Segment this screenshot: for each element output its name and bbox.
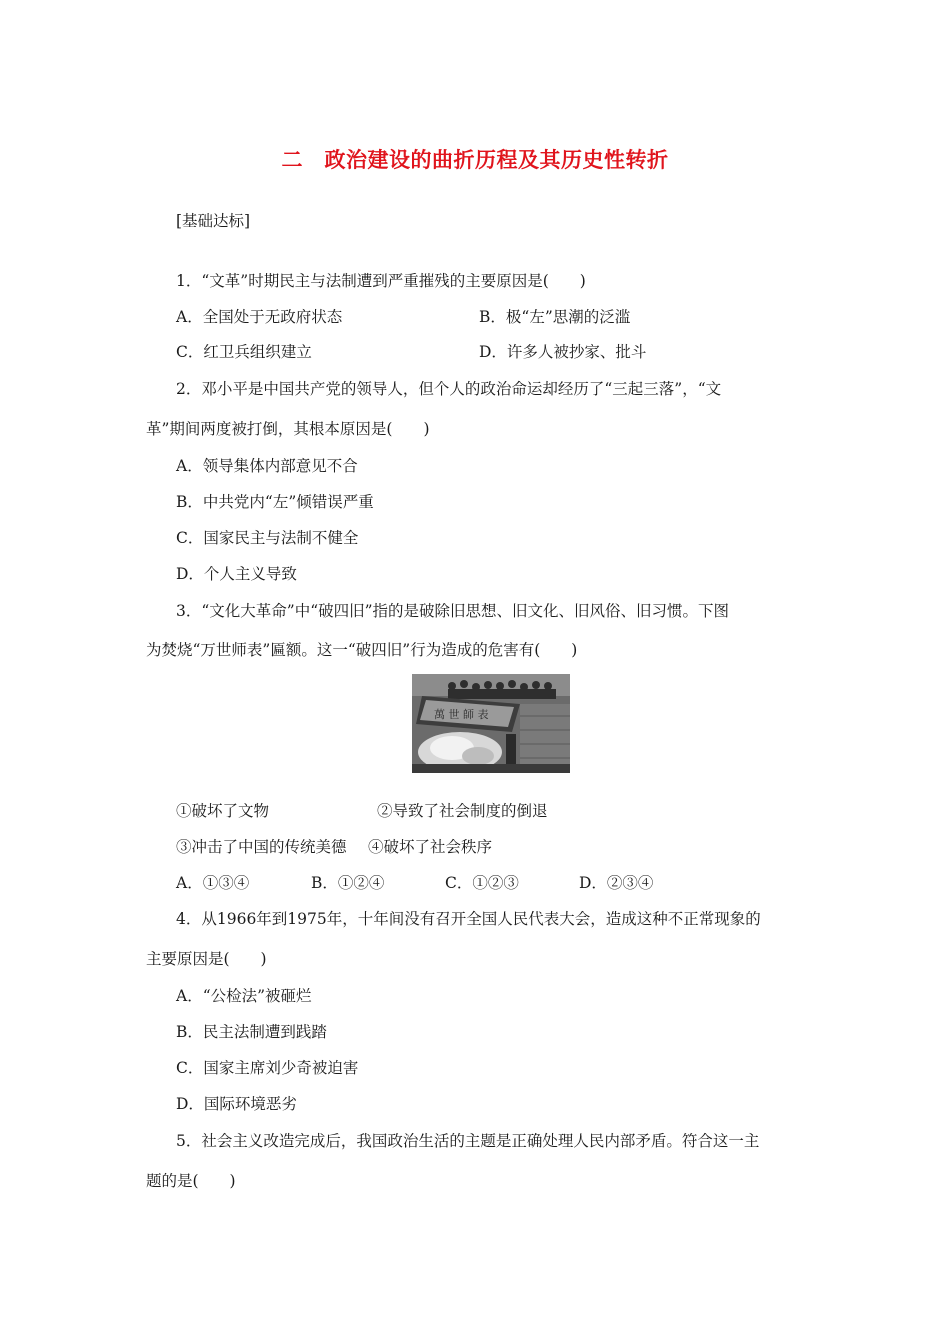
q1-option-d: D．许多人被抄家、批斗 (479, 343, 647, 361)
q2-stem-line1: 2．邓小平是中国共产党的领导人，但个人的政治命运却经历了“三起三落”，“文 (176, 380, 722, 398)
q2-option-a: A．领导集体内部意见不合 (176, 457, 358, 475)
q1-option-a: A．全国处于无政府状态 (176, 308, 343, 326)
q1-option-b: B．极“左”思潮的泛滥 (479, 308, 631, 326)
q2-option-b: B．中共党内“左”倾错误严重 (176, 493, 374, 511)
q1-option-c: C．红卫兵组织建立 (176, 343, 312, 361)
q1-stem: 1．“文革”时期民主与法制遭到严重摧残的主要原因是( ) (176, 272, 586, 290)
q2-option-c: C．国家民主与法制不健全 (176, 529, 359, 547)
q4-option-a: A．“公检法”被砸烂 (176, 987, 312, 1005)
q5-stem-line2: 题的是( ) (146, 1172, 236, 1190)
q4-stem-line2: 主要原因是( ) (146, 950, 267, 968)
q3-item-4: ④破坏了社会秩序 (368, 838, 493, 856)
q3-item-3: ③冲击了中国的传统美德 (176, 838, 347, 856)
q4-stem-line1: 4．从1966年到1975年，十年间没有召开全国人民代表大会，造成这种不正常现象的 (176, 910, 761, 928)
q4-option-d: D．国际环境恶劣 (176, 1095, 297, 1113)
q2-option-d: D．个人主义导致 (176, 565, 297, 583)
q3-option-b: B．①②④ (311, 874, 385, 892)
q3-stem-line2: 为焚烧“万世师表”匾额。这一“破四旧”行为造成的危害有( ) (146, 641, 578, 659)
svg-text:萬 世 師 表: 萬 世 師 表 (434, 708, 489, 721)
q4-option-b: B．民主法制遭到践踏 (176, 1023, 327, 1041)
q3-option-c: C．①②③ (445, 874, 519, 892)
page-title: 二 政治建设的曲折历程及其历史性转折 (281, 148, 669, 172)
q3-item-1: ①破坏了文物 (176, 802, 270, 820)
section-label: [基础达标] (176, 212, 251, 230)
q2-stem-line2: 革”期间两度被打倒，其根本原因是( ) (146, 420, 430, 438)
q3-option-d: D．②③④ (579, 874, 654, 892)
q3-stem-line1: 3．“文化大革命”中“破四旧”指的是破除旧思想、旧文化、旧风俗、旧习惯。下图 (176, 602, 730, 620)
q4-option-c: C．国家主席刘少奇被迫害 (176, 1059, 359, 1077)
q5-stem-line1: 5．社会主义改造完成后，我国政治生活的主题是正确处理人民内部矛盾。符合这一主 (176, 1132, 760, 1150)
q3-item-2: ②导致了社会制度的倒退 (377, 802, 548, 820)
q3-option-a: A．①③④ (176, 874, 250, 892)
burning-plaque-photo (412, 674, 570, 773)
